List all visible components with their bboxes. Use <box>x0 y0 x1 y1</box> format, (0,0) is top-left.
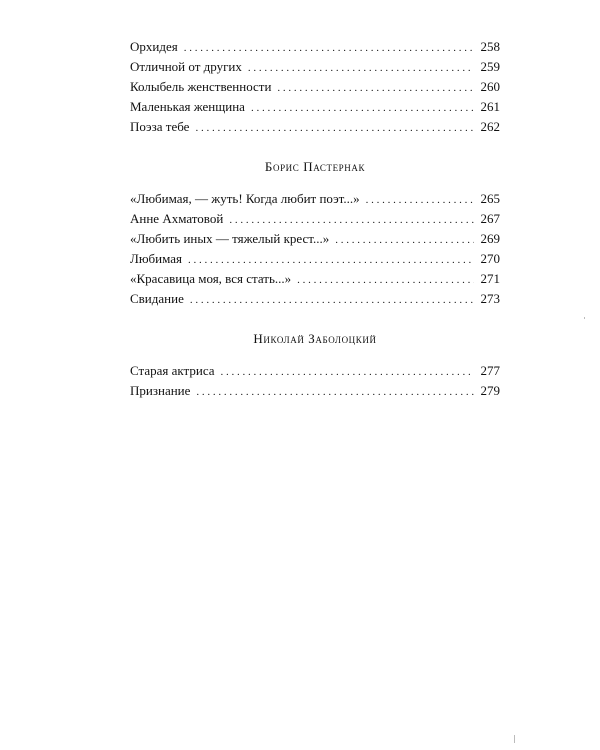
dot-leader <box>335 230 474 250</box>
toc-entry-page: 270 <box>480 251 500 266</box>
toc-entry <box>130 229 500 249</box>
toc-section <box>130 37 500 137</box>
toc-entry-page: 273 <box>480 291 500 306</box>
toc-entry-page: 260 <box>480 79 500 94</box>
dot-leader <box>297 270 474 290</box>
toc-entry-page: 259 <box>480 59 500 74</box>
toc-entry-title: Маленькая женщина <box>130 99 245 114</box>
dot-leader <box>190 290 474 310</box>
toc-entry-page: 265 <box>480 191 500 206</box>
toc-entry <box>130 249 500 269</box>
toc-entry-page: 262 <box>480 119 500 134</box>
toc-entry <box>130 361 500 381</box>
dot-leader <box>277 78 474 98</box>
dot-leader <box>221 362 474 382</box>
toc-entry-title: Старая актриса <box>130 363 215 378</box>
dot-leader <box>188 250 474 270</box>
scan-speck <box>514 735 515 743</box>
toc-entry-title: Любимая <box>130 251 182 266</box>
toc-entry <box>130 269 500 289</box>
toc-entry <box>130 289 500 309</box>
toc-entry-title: Поэза тебе <box>130 119 190 134</box>
toc-entry-title: Колыбель женственности <box>130 79 272 94</box>
toc-entry-page: 267 <box>480 211 500 226</box>
toc-entry-title: Отличной от других <box>130 59 242 74</box>
author-heading: Борис Пастернак <box>264 159 366 174</box>
toc-entry-title: «Любимая, — жуть! Когда любит поэт...» <box>130 191 360 206</box>
toc-entry <box>130 97 500 117</box>
author-heading: Николай Заболоцкий <box>253 331 377 346</box>
dot-leader <box>184 38 474 58</box>
toc-entry-page: 271 <box>480 271 500 286</box>
dot-leader <box>196 382 474 402</box>
toc-section <box>130 157 500 309</box>
toc-entry <box>130 37 500 57</box>
toc-entry <box>130 189 500 209</box>
dot-leader <box>229 210 474 230</box>
toc-entry-page: 258 <box>480 39 500 54</box>
toc-entry <box>130 381 500 401</box>
toc-entry <box>130 77 500 97</box>
scan-speck <box>584 317 585 319</box>
toc-entry-page: 277 <box>480 363 500 378</box>
toc-entry-title: Свидание <box>130 291 184 306</box>
toc-entry <box>130 209 500 229</box>
dot-leader <box>366 190 474 210</box>
toc-entry <box>130 57 500 77</box>
dot-leader <box>248 58 474 78</box>
toc-entry-title: Анне Ахматовой <box>130 211 224 226</box>
toc-entry-page: 269 <box>480 231 500 246</box>
toc-entry-title: Признание <box>130 383 191 398</box>
dot-leader <box>251 98 474 118</box>
table-of-contents <box>130 37 500 401</box>
toc-entry-page: 279 <box>480 383 500 398</box>
toc-entry-title: «Красавица моя, вся стать...» <box>130 271 292 286</box>
dot-leader <box>195 118 474 138</box>
toc-entry-title: «Любить иных — тяжелый крест...» <box>130 231 330 246</box>
toc-entry-page: 261 <box>480 99 500 114</box>
toc-entry <box>130 117 500 137</box>
toc-section <box>130 329 500 401</box>
toc-entry-title: Орхидея <box>130 39 178 54</box>
